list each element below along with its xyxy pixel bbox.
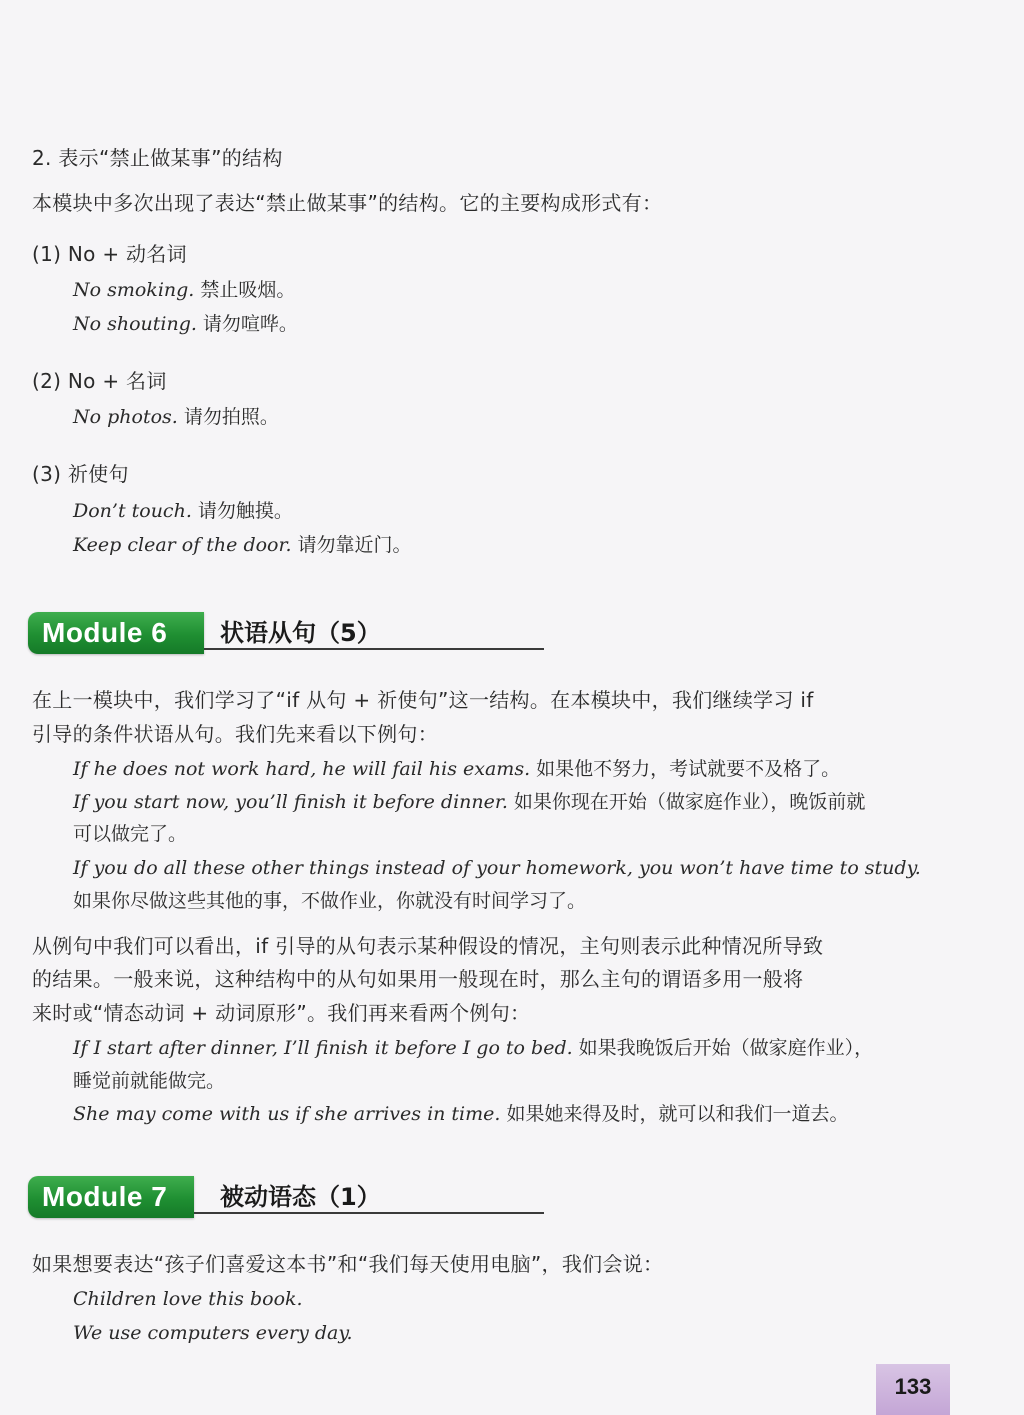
form-label: (1) No + 动名词 [32, 242, 187, 266]
example-sentence [73, 311, 298, 337]
section-intro: 本模块中多次出现了表达“禁止做某事”的结构。它的主要构成形式有： [32, 191, 663, 215]
example-english: If you start now, you’ll finish it before dinner. [73, 791, 508, 813]
paragraph-line: 在上一模块中，我们学习了“if 从句 + 祈使句”这一结构。在本模块中，我们继续学习 if [32, 688, 814, 712]
example-chinese: 睡觉前就能做完。 [73, 1070, 226, 1092]
module-7-title: 被动语态（1） [220, 1183, 381, 1211]
page-number: 133 [894, 1374, 932, 1399]
module-7-label: Module 7 [42, 1181, 168, 1212]
example-sentence [73, 1286, 303, 1312]
example-english: No shouting. [73, 313, 197, 335]
paragraph-line: 从例句中我们可以看出，if 引导的从句表示某种假设的情况，主句则表示此种情况所导致 [32, 934, 824, 958]
example-chinese: 请勿喧哗。 [202, 313, 298, 335]
example-english: She may come with us if she arrives in time. [73, 1103, 501, 1125]
example-sentence [73, 821, 187, 847]
paragraph-line: 的结果。一般来说，这种结构中的从句如果用一般现在时，那么主句的谓语多用一般将 [32, 967, 804, 991]
example-chinese: 如果她来得及时，就可以和我们一道去。 [506, 1103, 849, 1125]
example-sentence [73, 277, 295, 303]
paragraph-line: 来时或“情态动词 + 动词原形”。我们再来看两个例句： [32, 1001, 531, 1025]
example-sentence [73, 1320, 353, 1346]
example-sentence [73, 532, 412, 558]
section-heading: 2. 表示“禁止做某事”的结构 [32, 146, 283, 170]
example-english: Don’t touch. [73, 500, 192, 522]
example-sentence [73, 404, 279, 430]
example-chinese: 如果我晚饭后开始（做家庭作业）， [578, 1037, 874, 1059]
example-chinese: 可以做完了。 [73, 823, 188, 845]
example-english: If you do all these other things instead of your homework, you won’t have time to study. [73, 857, 921, 879]
example-sentence [73, 498, 293, 524]
page-number-tab [876, 1364, 950, 1415]
example-sentence [73, 855, 921, 881]
example-chinese: 如果你现在开始（做家庭作业），晚饭前就 [513, 791, 866, 813]
module-6-title: 状语从句（5） [220, 619, 381, 647]
example-chinese: 请勿靠近门。 [297, 534, 412, 556]
example-sentence [73, 789, 865, 815]
example-english: We use computers every day. [73, 1322, 353, 1344]
example-chinese: 禁止吸烟。 [200, 279, 296, 301]
example-english: No smoking. [73, 279, 195, 301]
module-6-label: Module 6 [42, 617, 168, 648]
example-english: No photos. [73, 406, 178, 428]
example-sentence [73, 756, 840, 782]
form-label: (2) No + 名词 [32, 369, 167, 393]
paragraph-line: 引导的条件状语从句。我们先来看以下例句： [32, 722, 438, 746]
example-sentence [73, 1101, 848, 1127]
example-chinese: 请勿触摸。 [197, 500, 293, 522]
example-sentence [73, 888, 586, 914]
example-english: Children love this book. [73, 1288, 303, 1310]
example-chinese: 如果他不努力，考试就要不及格了。 [536, 758, 841, 780]
example-chinese: 如果你尽做这些其他的事，不做作业，你就没有时间学习了。 [73, 890, 587, 912]
module-7-rule [194, 1212, 544, 1214]
example-english: If I start after dinner, I’ll finish it before I go to bed. [73, 1037, 573, 1059]
example-sentence [73, 1068, 225, 1094]
example-chinese: 请勿拍照。 [183, 406, 279, 428]
example-sentence [73, 1035, 873, 1061]
example-english: Keep clear of the door. [73, 534, 292, 556]
example-english: If he does not work hard, he will fail his exams. [73, 758, 531, 780]
form-label: (3) 祈使句 [32, 462, 129, 486]
paragraph-line: 如果想要表达“孩子们喜爱这本书”和“我们每天使用电脑”，我们会说： [32, 1252, 664, 1276]
module-6-rule [204, 648, 544, 650]
